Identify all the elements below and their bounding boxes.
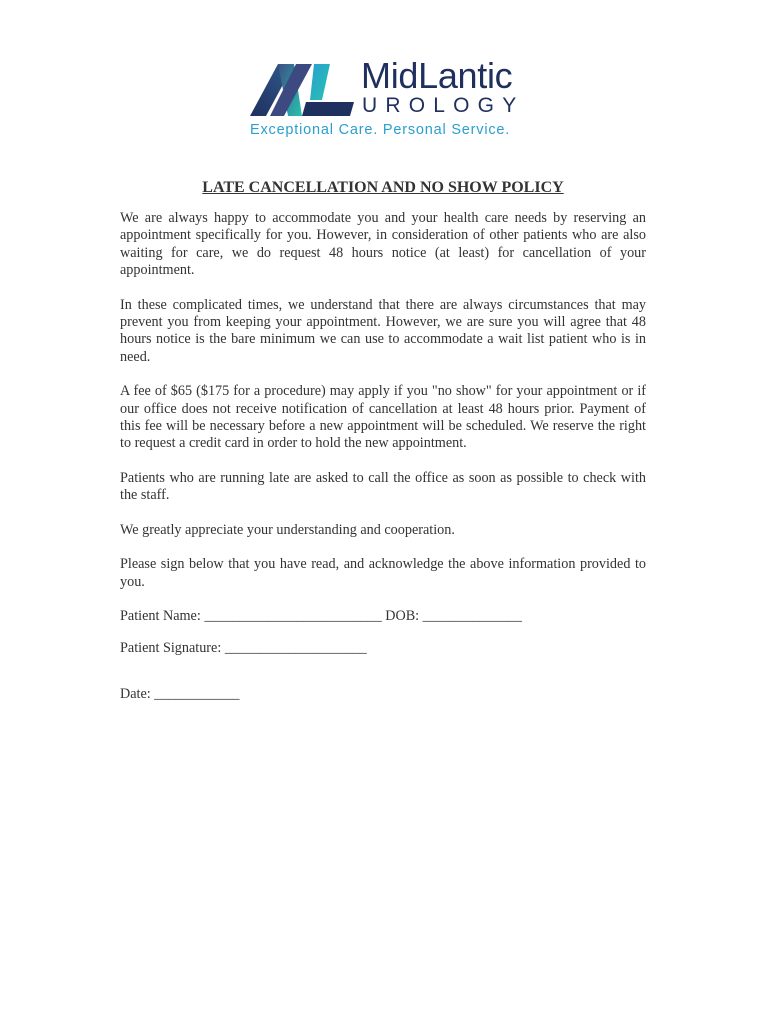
signature-field[interactable]: ____________________	[224, 639, 367, 656]
dob-field[interactable]: ______________	[422, 607, 522, 624]
paragraph-running-late: Patients who are running late are asked to call the office as soon as possible to check with the staff.	[120, 469, 646, 504]
paragraph-sign-instruction: Please sign below that you have read, and acknowledge the above information provided to you.	[120, 556, 646, 590]
logo-name: MidLantic	[361, 55, 513, 96]
paragraph-fee: A fee of $65 ($175 for a procedure) may apply if you "no show" for your appointment or if our office does not receive notification of cancellation at least 48 hours prior. Payment of this fee will be necessary before a new appointment will be scheduled. We reserve the right to request a credit card in order to hold the new appointment.	[120, 383, 646, 452]
signature-row	[120, 640, 646, 657]
logo-subname: UROLOGY	[362, 94, 525, 117]
midlantic-urology-logo	[248, 55, 528, 142]
logo-tagline: Exceptional Care. Personal Service.	[250, 122, 511, 138]
date-field[interactable]: ____________	[154, 685, 240, 702]
date-label: Date:	[120, 685, 151, 702]
patient-name-field[interactable]: _________________________	[204, 607, 382, 624]
paragraph-appreciation: We greatly appreciate your understanding and cooperation.	[120, 521, 455, 538]
date-row	[120, 686, 646, 703]
paragraph-reservation: We are always happy to accommodate you and your health care needs by reserving an appointment specifically for you. However, in consideration of other patients who are also waiting for care, we do request 48 hours notice (at least) for cancellation of your appointment.	[120, 210, 646, 279]
paragraph-circumstances: In these complicated times, we understand that there are always circumstances that may prevent you from keeping your appointment. However, we are sure you will agree that 48 hours notice is the bare minimum we can use to accommodate a wait list patient who is in need.	[120, 296, 646, 365]
patient-name-dob-row	[120, 608, 646, 625]
document-title: LATE CANCELLATION AND NO SHOW POLICY	[202, 179, 564, 196]
signature-label: Patient Signature:	[120, 639, 222, 656]
patient-name-label: Patient Name:	[120, 607, 201, 624]
dob-label: DOB:	[385, 607, 420, 624]
policy-document	[120, 178, 646, 703]
logo-mark-icon	[250, 62, 362, 118]
